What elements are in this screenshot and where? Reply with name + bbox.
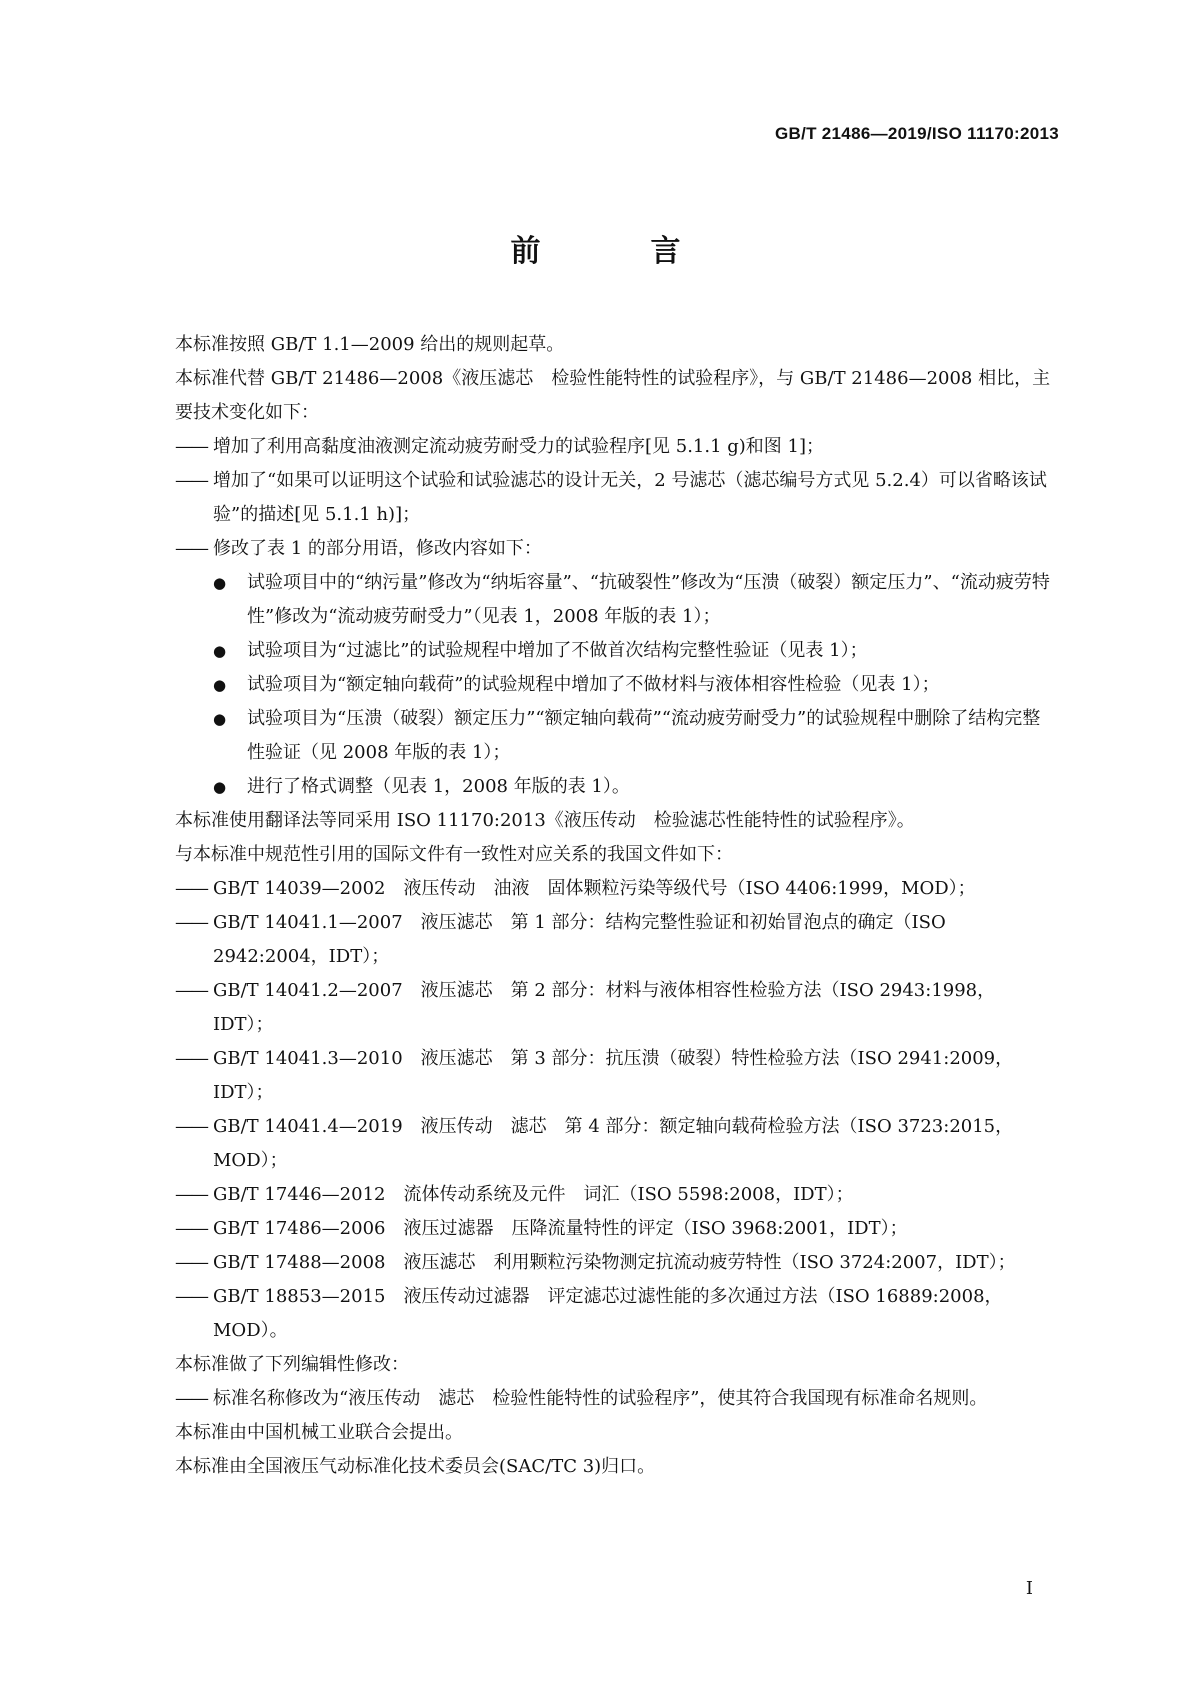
dash-list-item xyxy=(175,872,1055,906)
dash-list-item xyxy=(175,1212,1055,1246)
bullet-list-item xyxy=(175,770,1055,804)
dash-marker: —— xyxy=(175,538,207,559)
bullet-icon: ● xyxy=(213,574,227,592)
dash-list-item xyxy=(175,1110,1055,1178)
dash-marker: —— xyxy=(175,912,207,933)
dash-item-text: GB/T 17486—2006 液压过滤器 压降流量特性的评定（ISO 3968:2001，IDT）； xyxy=(213,1218,908,1239)
bullet-item-text: 试验项目为“压溃（破裂）额定压力”“额定轴向载荷”“流动疲劳耐受力”的试验规程中删除了结构完整性验证（见 2008 年版的表 1）； xyxy=(247,708,1041,763)
bullet-icon: ● xyxy=(213,676,227,694)
page-number: I xyxy=(1025,1578,1033,1599)
dash-item-text: 增加了利用高黏度油液测定流动疲劳耐受力的试验程序[见 5.1.1 g)和图 1]； xyxy=(213,436,825,457)
dash-list-item xyxy=(175,1042,1055,1110)
bullet-item-text: 试验项目为“额定轴向载荷”的试验规程中增加了不做材料与液体相容性检验（见表 1）； xyxy=(247,674,940,695)
paragraph: 与本标准中规范性引用的国际文件有一致性对应关系的我国文件如下： xyxy=(175,844,733,865)
bullet-item-text: 试验项目中的“纳污量”修改为“纳垢容量”、“抗破裂性”修改为“压溃（破裂）额定压力”、“流动疲劳特性”修改为“流动疲劳耐受力”（见表 1，2008 年版的表 1）； xyxy=(247,572,1050,627)
dash-item-text: 标准名称修改为“液压传动 滤芯 检验性能特性的试验程序”，使其符合我国现有标准命名规则。 xyxy=(213,1388,988,1409)
dash-list-item xyxy=(175,1246,1055,1280)
bullet-list-item xyxy=(175,668,1055,702)
dash-marker: —— xyxy=(175,1252,207,1273)
dash-list-item xyxy=(175,1382,1055,1416)
dash-item-text: 增加了“如果可以证明这个试验和试验滤芯的设计无关，2 号滤芯（滤芯编号方式见 5.2.4）可以省略该试验”的描述[见 5.1.1 h)]； xyxy=(213,470,1047,525)
dash-item-text: GB/T 14041.2—2007 液压滤芯 第 2 部分：材料与液体相容性检验方法（ISO 2943:1998，IDT）； xyxy=(213,980,996,1035)
dash-list-item xyxy=(175,532,1055,566)
dash-marker: —— xyxy=(175,436,207,457)
dash-item-text: GB/T 18853—2015 液压传动过滤器 评定滤芯过滤性能的多次通过方法（ISO 16889:2008，MOD）。 xyxy=(213,1286,1003,1341)
dash-item-text: GB/T 14041.4—2019 液压传动 滤芯 第 4 部分：额定轴向载荷检验方法（ISO 3723:2015，MOD）； xyxy=(213,1116,1014,1171)
standard-number-header: GB/T 21486—2019/ISO 11170:2013 xyxy=(774,124,1059,143)
bullet-icon: ● xyxy=(213,778,227,796)
paragraph: 本标准按照 GB/T 1.1—2009 给出的规则起草。 xyxy=(175,334,565,355)
dash-list-item xyxy=(175,906,1055,974)
dash-list-item xyxy=(175,464,1055,532)
bullet-icon: ● xyxy=(213,710,227,728)
bullet-list-item xyxy=(175,702,1055,770)
dash-marker: —— xyxy=(175,1048,207,1069)
page-title: 前 言 xyxy=(510,234,721,269)
paragraph: 本标准做了下列编辑性修改： xyxy=(175,1354,409,1375)
dash-marker: —— xyxy=(175,1388,207,1409)
dash-marker: —— xyxy=(175,1218,207,1239)
bullet-item-text: 进行了格式调整（见表 1，2008 年版的表 1）。 xyxy=(247,776,630,797)
dash-item-text: GB/T 17488—2008 液压滤芯 利用颗粒污染物测定抗流动疲劳特性（ISO 3724:2007，IDT）； xyxy=(213,1252,1016,1273)
bullet-list-item xyxy=(175,566,1055,634)
dash-marker: —— xyxy=(175,1184,207,1205)
paragraph: 本标准由全国液压气动标准化技术委员会(SAC/TC 3)归口。 xyxy=(175,1456,656,1477)
dash-marker: —— xyxy=(175,470,207,491)
dash-marker: —— xyxy=(175,1286,207,1307)
paragraph: 本标准代替 GB/T 21486—2008《液压滤芯 检验性能特性的试验程序》，与 GB/T 21486—2008 相比，主要技术变化如下： xyxy=(175,368,1051,423)
dash-list-item xyxy=(175,1178,1055,1212)
dash-list-item xyxy=(175,974,1055,1042)
dash-item-text: GB/T 14041.3—2010 液压滤芯 第 3 部分：抗压溃（破裂）特性检验方法（ISO 2941:2009，IDT）； xyxy=(213,1048,1014,1103)
paragraph: 本标准使用翻译法等同采用 ISO 11170:2013《液压传动 检验滤芯性能特性的试验程序》。 xyxy=(175,810,915,831)
dash-item-text: GB/T 14041.1—2007 液压滤芯 第 1 部分：结构完整性验证和初始冒泡点的确定（ISO 2942:2004，IDT）； xyxy=(213,912,946,967)
dash-marker: —— xyxy=(175,878,207,899)
dash-item-text: GB/T 17446—2012 流体传动系统及元件 词汇（ISO 5598:2008，IDT）； xyxy=(213,1184,854,1205)
bullet-list-item xyxy=(175,634,1055,668)
dash-marker: —— xyxy=(175,1116,207,1137)
dash-item-text: 修改了表 1 的部分用语，修改内容如下： xyxy=(213,538,542,559)
document-body xyxy=(175,328,1055,1484)
dash-marker: —— xyxy=(175,980,207,1001)
dash-list-item xyxy=(175,430,1055,464)
dash-item-text: GB/T 14039—2002 液压传动 油液 固体颗粒污染等级代号（ISO 4406:1999，MOD）； xyxy=(213,878,976,899)
dash-list-item xyxy=(175,1280,1055,1348)
paragraph: 本标准由中国机械工业联合会提出。 xyxy=(175,1422,463,1443)
bullet-icon: ● xyxy=(213,642,227,660)
bullet-item-text: 试验项目为“过滤比”的试验规程中增加了不做首次结构完整性验证（见表 1）； xyxy=(247,640,868,661)
